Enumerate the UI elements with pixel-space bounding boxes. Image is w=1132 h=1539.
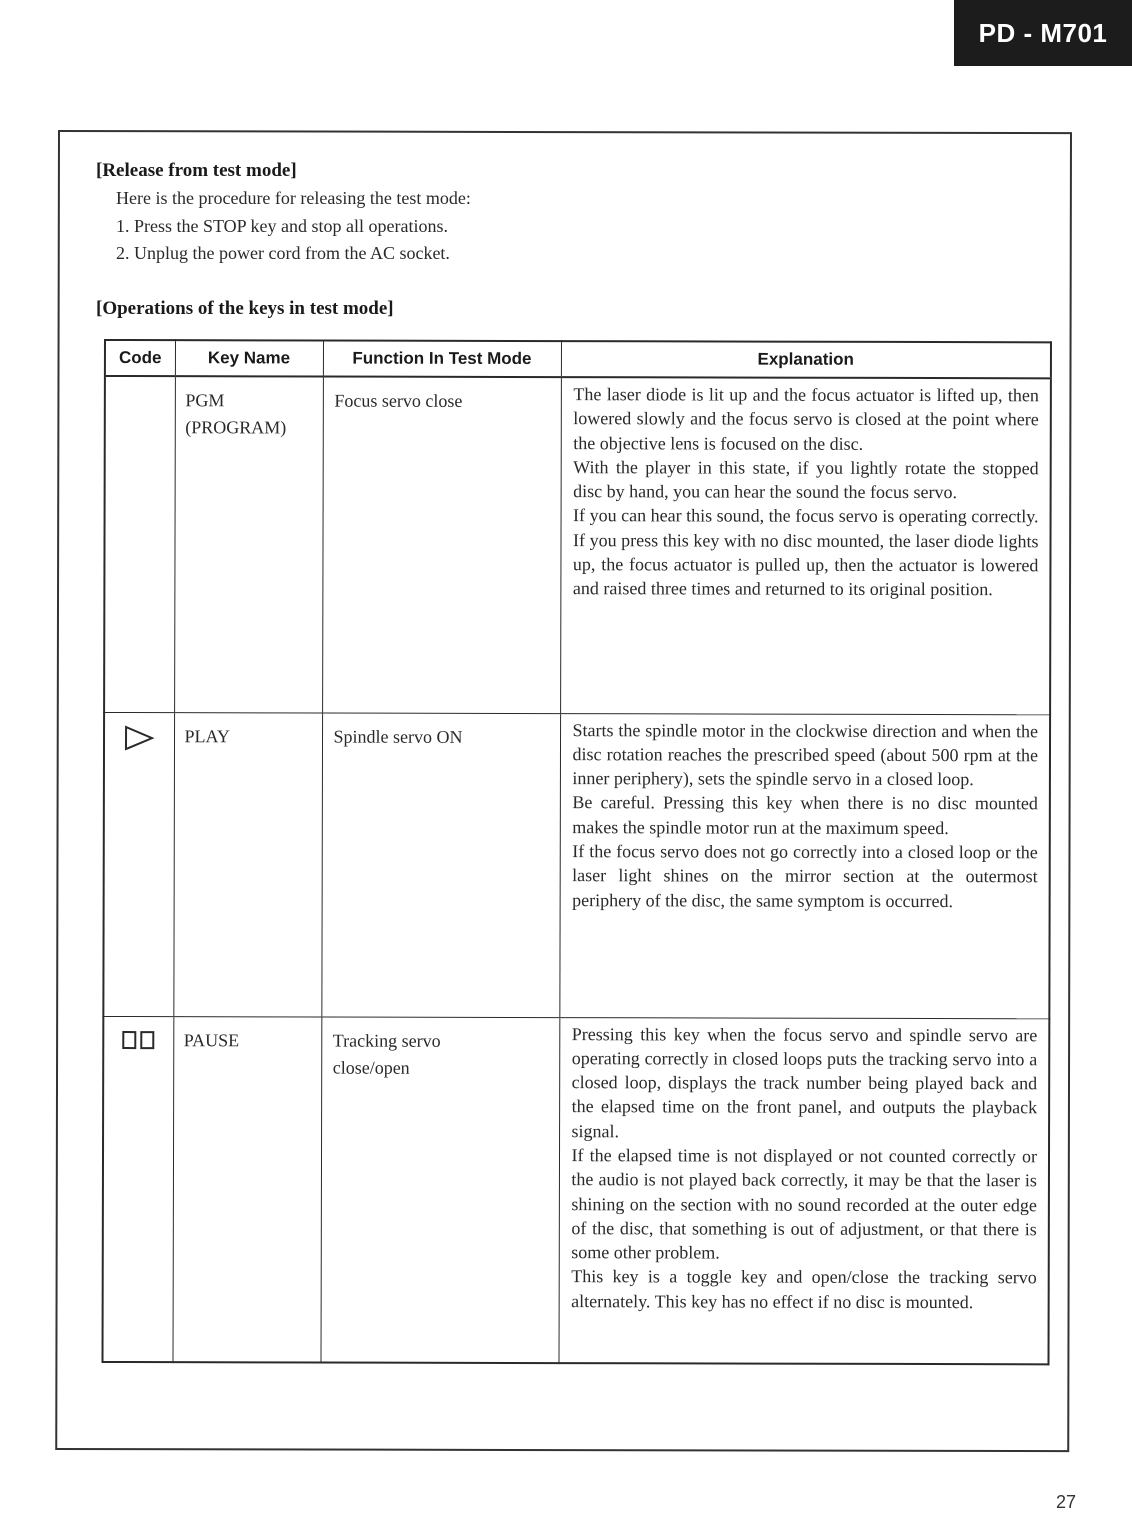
code-cell-pause bbox=[103, 1016, 174, 1362]
key-name-cell bbox=[174, 376, 323, 712]
table-row bbox=[104, 376, 1051, 714]
table-row bbox=[103, 1016, 1050, 1364]
column-header-explanation: Explanation bbox=[561, 341, 1051, 378]
key-name-play: PLAY bbox=[184, 725, 230, 746]
code-cell-pgm bbox=[104, 376, 175, 712]
explanation-cell bbox=[560, 377, 1051, 714]
key-name-cell bbox=[173, 1016, 322, 1362]
explanation-cell bbox=[558, 1017, 1049, 1364]
table-header-row bbox=[105, 340, 1051, 378]
release-step-2: 2. Unplug the power cord from the AC socket. bbox=[116, 243, 450, 263]
explanation-pause: Pressing this key when the focus servo and spindle servo are operating correctly in closed loops puts the tracking servo into a closed loop, displays the track number being played back and the elapsed time on the front panel, and outputs the playback signal. If the elapsed time is not displayed or not counted correctly or the audio is not played back correctly, it may be that the laser is shining on the section with no sound recorded at the outer edge of the disc, that something is out of adjustment, or that there is some other problem. This key is a toggle key and open/close the tracking servo alternately. This key has no effect if no disc is mounted. bbox=[571, 1023, 1038, 1312]
pause-icon bbox=[121, 1029, 155, 1056]
release-step-1: 1. Press the STOP key and stop all operations. bbox=[116, 216, 448, 236]
function-cell bbox=[320, 1017, 559, 1364]
column-header-key-name: Key Name bbox=[175, 340, 323, 376]
table-row bbox=[103, 712, 1050, 1018]
code-cell-play bbox=[103, 712, 174, 1016]
page-number: 27 bbox=[1055, 1492, 1076, 1512]
operations-heading: [Operations of the keys in test mode] bbox=[96, 298, 394, 319]
model-tab bbox=[954, 0, 1132, 66]
release-heading: [Release from test mode] bbox=[96, 160, 297, 181]
key-name-pgm: PGM (PROGRAM) bbox=[185, 390, 287, 438]
model-number: PD - M701 bbox=[978, 17, 1108, 48]
function-pgm: Focus servo close bbox=[334, 390, 463, 411]
function-pause: Tracking servo close/open bbox=[332, 1030, 441, 1078]
key-name-pause: PAUSE bbox=[183, 1029, 240, 1050]
function-cell bbox=[322, 377, 561, 714]
function-play: Spindle servo ON bbox=[333, 726, 463, 747]
column-header-function: Function In Test Mode bbox=[323, 341, 561, 378]
explanation-play: Starts the spindle motor in the clockwise direction and when the disc rotation reaches the prescribed speed (about 500 rpm at the inner periphery), sets the spindle servo in a closed loop. Be careful. Pressing this key when there is no disc mounted makes the spindle motor run at the maximum speed. If the focus servo does not go correctly into a closed loop or the laser light shines on the mirror section at the outermost periphery of the disc, the same symptom is occurred. bbox=[572, 719, 1039, 911]
explanation-pgm: The laser diode is lit up and the focus actuator is lifted up, then lowered slowly and the focus servo is closed at the point where the objective lens is focused on the disc. With the player in this state, if you lightly rotate the stopped disc by hand, you can hear the sound the focus servo. If you can hear this sound, the focus servo is operating correctly. If you press this key with no disc mounted, the laser diode lights up, the focus actuator is pulled up, then the actuator is lowered and raised three times and returned to its original position. bbox=[572, 384, 1039, 600]
column-header-code: Code bbox=[105, 340, 175, 376]
release-intro: Here is the procedure for releasing the test mode: bbox=[116, 188, 471, 208]
explanation-cell bbox=[559, 713, 1050, 1018]
key-name-cell bbox=[173, 712, 322, 1016]
function-cell bbox=[321, 713, 560, 1018]
key-operations-table-wrapper bbox=[101, 339, 1051, 1365]
play-icon bbox=[123, 725, 155, 756]
key-operations-table bbox=[101, 339, 1051, 1365]
